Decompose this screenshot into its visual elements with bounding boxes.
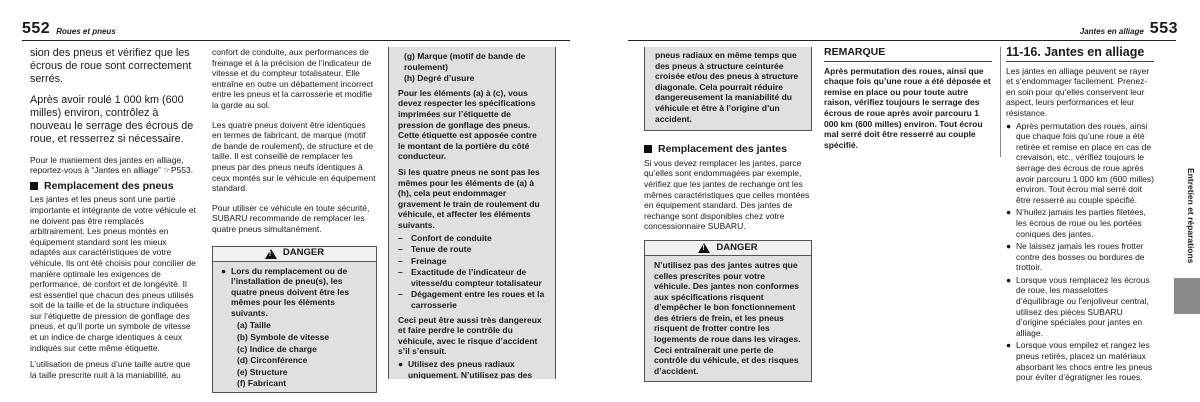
bullet-item: ● Lors du remplacement ou de l’installation de pneu(s), les quatre pneus doivent être les mêmes pour les éléments suivants. [221,265,350,318]
danger-continuation-box [388,47,556,379]
header-rule-right [628,40,1176,41]
paragraph: confort de conduite, aux performances de freinage et à la précision de l’indicateur de vitesse et du compteur totalisateur. Elle entraîne en outre un débattement incorrect entre les pneus et la carrosserie et modifie la garde au sol. [212,47,374,110]
paragraph: L’utilisation de pneus d’une taille autre que la taille prescrite nuit à la maniabilité, au [30,359,191,380]
bullet-icon: ● [1006,120,1012,131]
section-heading: Remplacement des jantes [644,144,812,155]
square-bullet-icon [644,145,652,153]
list-item: (d) Circonférence [237,355,308,366]
paragraph: Les jantes en alliage peuvent se rayer et s’endommager facilement. Prenez-en soin pour qu’elles conservent leur aspect, leurs performances et leur résistance. [1006,65,1150,118]
section-title-right: Jantes en alliage [1079,27,1144,36]
right-column-2 [824,47,992,152]
column-divider [1000,47,1001,157]
right-page [600,0,1200,402]
list-item: (e) Structure [237,366,288,377]
section-heading: 11-16. Jantes en alliage [1006,47,1154,62]
bullet-item: ● Lorsque vous empilez et rangez les pneus retirés, placez un matériaux absorbant les chocs entre les pneus pour éviter d’égratigner les roues. [1006,340,1153,383]
section-heading: Remplacement des pneus [30,181,198,192]
right-column-3 [1006,47,1154,385]
dash-item: – Exactitude de l’indicateur de vitesse/du compteur totalisateur [398,267,542,288]
warning-triangle-icon [698,243,710,253]
danger-continuation-box [644,47,812,131]
list-item: (c) Indice de charge [237,343,317,354]
paragraph: Les quatre pneus doivent être identiques en termes de fabricant, de marque (motif de bande de roulement), de structure et de taille. Il est conseillé de remplacer les pneus par des pneus neufs identiques à ceux montés sur le véhicule en équipement standard. [212,119,376,194]
paragraph: Pour utiliser ce véhicule en toute sécurité, SUBARU recommande de remplacer les quatre pneus simultanément. [212,202,370,234]
dash-item: – Freinage [398,255,447,266]
paragraph: Si les quatre pneus ne sont pas les mêmes pour les éléments de (a) à (h), cela peut endommager gravement le train de roulement du véhicule, et affecter les éléments suivants. [398,166,540,230]
paragraph: Pour le maniement des jantes en alliage, reportez-vous à “Jantes en alliage” ☞P553. [30,154,194,176]
list-item: (h) Degré d’usure [404,73,475,84]
paragraph: Si vous devez remplacer les jantes, parce qu’elles sont endommagées par exemple, vérifiez que les jantes de rechange ont les mêmes caractéristiques que celles montées en équipement standard. Des jantes de rechange sont disponibles chez votre concessionnaire SUBARU. [644,157,810,232]
bullet-item: ● Après permutation des roues, ainsi que chaque fois qu’une roue a été retirée et remise en place en cas de crevaison, etc., vérifiez toujours le serrage des écrous de roue après avoir parcouru 1 000 km (600 milles) environ. Tout écrou mal serré doit être resserré au couple spécifié. [1006,120,1154,205]
list-item: (a) Taille [237,320,271,331]
square-bullet-icon [30,182,38,190]
right-page-header [1074,20,1178,38]
danger-continuation [398,51,546,379]
danger-box [644,240,812,383]
bullet-item: ● N’huilez jamais les parties filetées, les écrous de roue ou les portées coniques des jantes. [1006,207,1146,239]
chapter-tab [1174,278,1200,314]
bullet-item: ● Ne laissez jamais les roues frotter contre des bosses ou bordures de trottoir. [1006,241,1145,273]
list-item: (f) Fabricant [237,378,287,389]
dash-item: – Confort de conduite [398,232,492,243]
danger-content [213,262,376,393]
left-column-1 [30,47,198,382]
danger-header: ! DANGER [645,241,811,256]
left-page-header [22,20,122,38]
paragraph: Ceci peut être aussi très dangereux et faire perdre le contrôle du véhicule, avec le risque d’accident s’il s’ensuit. [398,314,542,357]
dash-item: – Dégagement entre les roues et la carrosserie [398,289,545,311]
paragraph: Après permutation des roues, ainsi que chaque fois qu’une roue a été déposée et remise en place ou pour toute autre raison, vérifiez toujours le serrage des écrous de roue après avoir parcouru 1 000 km (600 milles) environ. Tout écrou mal serré doit être resserré au couple spécifié. [824,65,991,150]
paragraph: pneus radiaux en même temps que des pneus à structure ceinturée croisée et/ou des pneus à structure diagonale. Cela pourrait réduire dangereusement la maniabilité du véhicule et être à l’origine d’un accident. [655,50,799,124]
paragraph: Pour les éléments (a) à (c), vous devez respecter les spécifications imprimées sur l’étiquette de pression de gonflage des pneus. Cette étiquette est apposée contre le montant de la portière du côté conducteur. [398,87,537,162]
bullet-item: ● Utilisez des pneus radiaux uniquement. N’utilisez pas des [398,359,533,379]
paragraph: N’utilisez pas des jantes autres que celles prescrites pour votre véhicule. Des jantes non conformes aux spécifications risquent d’empêcher le bon fonctionnement des étriers de frein, et les pneus risquent de frotter contre les logements de roue dans les virages. Ceci entraînerait une perte de contrôle du véhicule, et des risques d’accident. [654,259,801,376]
right-column-1 [644,47,812,382]
dash-item: – Tenue de route [398,244,472,255]
danger-content [645,256,811,382]
section-title-left: Roues et pneus [56,27,116,36]
bullet-icon: ● [1006,340,1012,351]
list-item: (g) Marque (motif de bande de roulement) [404,51,526,72]
paragraph: Les jantes et les pneus sont une partie importante et intégrante de votre véhicule et ne doivent pas être remplacés arbitrairement. Les pneus montés en équipement standard sont les mieux adaptés aux caractéristiques de votre véhicule. Ils ont été choisis pour concilier de manière optimale les exigences de performance, de confort et de longévité. Il est essentiel que chacun des pneus utilisés soit de la taille et de la structure indiquées sur l’étiquette de pression de gonflage des pneus, et qu’il porte un symbole de vitesse et un indice de charge identiques à ceux indiqués sur cette même étiquette. [30,194,196,353]
danger-box [212,246,377,394]
chapter-side-label: Entretien et réparations [1186,168,1196,264]
bullet-icon: ● [398,359,404,370]
page-number-right: 553 [1149,20,1178,37]
bullet-item: ● Lorsque vous remplacez les écrous de roue, les masselottes d’équilibrage ou l’enjoliveur central, utilisez des pièces SUBARU d’origine spéciales pour jantes en alliage. [1006,274,1150,338]
list-item: (b) Symbole de vitesse [237,332,330,343]
bullet-icon: ● [1006,274,1012,285]
paragraph: sion des pneus et vérifiez que les écrous de roue sont correctement serrés. [30,47,192,85]
bullet-icon: ● [221,265,227,276]
warning-triangle-icon [265,249,277,259]
header-rule-left [22,40,570,41]
remarque-heading: REMARQUE [824,47,992,62]
bullet-icon: ● [1006,207,1012,218]
paragraph: Après avoir roulé 1 000 km (600 milles) environ, contrôlez à nouveau le serrage des écrous de roue, et resserrez si nécessaire. [30,94,194,145]
left-column-2 [212,47,377,393]
danger-header: ! DANGER [213,247,376,262]
bullet-icon: ● [1006,241,1012,252]
page-number-left: 552 [22,20,51,37]
